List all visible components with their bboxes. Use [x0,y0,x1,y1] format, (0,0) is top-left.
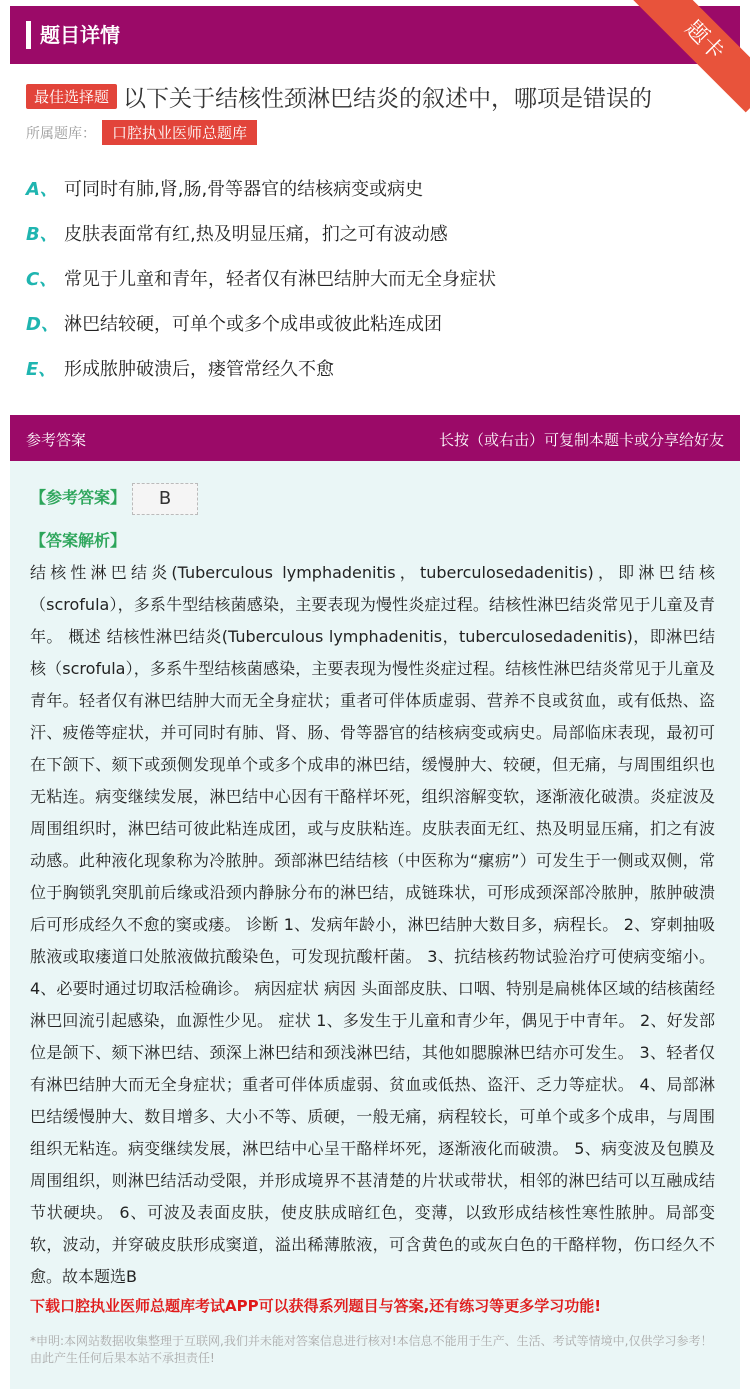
option-letter: C、 [26,269,58,290]
question-title-row [26,80,726,113]
option-text: 皮肤表面常有红,热及明显压痛，扪之可有波动感 [64,224,448,245]
analysis-label: 【答案解析】 [30,531,127,550]
option-text: 淋巴结较硬，可单个或多个成串或彼此粘连成团 [64,314,442,335]
option-text: 常见于儿童和青年，轻者仅有淋巴结肿大而无全身症状 [64,269,496,290]
page-title: 题目详情 [40,23,120,47]
option-e[interactable] [26,355,334,381]
library-label: 所属题库： [26,126,96,142]
answer-header [10,415,740,461]
analysis-text: 结核性淋巴结炎(Tuberculous lymphadenitis，tuberculosedadenitis)，即淋巴结核（scrofula），多系牛型结核菌感染，主要表现为慢性炎症过程。结核性淋巴结炎常见于儿童及青年。 概述 结核性淋巴结炎(Tuberculous lymphadenitis，tuberculosedadenitis)，即淋巴结核（scrofula），多系牛型结核菌感染，主要表现为慢性炎症过程。结核性淋巴结炎常见于儿童及青年。轻者仅有淋巴结肿大而无全身症状；重者可伴体质虚弱、营养不良或贫血，或有低热、盗汗、疲倦等症状，并可同时有肺、肾、肠、骨等器官的结核病变或病史。局部临床表现，最初可在下颌下、颏下或颈侧发现单个或多个成串的淋巴结，缓慢肿大、较硬，但无痛，与周围组织也无粘连。病变继续发展，淋巴结中心因有干酪样坏死，组织溶解变软，逐渐液化破溃。炎症波及周围组织时，淋巴结可彼此粘连成团，或与皮肤粘连。皮肤表面无红、热及明显压痛，扪之有波动感。此种液化现象称为冷脓肿。颈部淋巴结结核（中医称为“瘰疬”）可发生于一侧或双侧，常位于胸锁乳突肌前后缘或沿颈内静脉分布的淋巴结，成链珠状，可形成颈深部冷脓肿，脓肿破溃后可形成经久不愈的窦或瘘。 诊断 1、发病年龄小，淋巴结肿大数目多，病程长。 2、穿刺抽吸脓液或取瘘道口处脓液做抗酸染色，可发现抗酸杆菌。 3、抗结核药物试验治疗可使病变缩小。 4、必要时通过切取活检确诊。 病因症状 病因 头面部皮肤、口咽、特别是扁桃体区域的结核菌经淋巴回流引起感染，血源性少见。 症状 1、多发生于儿童和青少年，偶见于中青年。 2、好发部位是颌下、颏下淋巴结、颈深上淋巴结和颈浅淋巴结，其他如腮腺淋巴结亦可发生。 3、轻者仅有淋巴结肿大而无全身症状；重者可伴体质虚弱、贫血或低热、盗汗、乏力等症状。 4、局部淋巴结缓慢肿大、数目增多、大小不等、质硬，一般无痛，病程较长，可单个或多个成串，与周围组织无粘连。病变继续发展，淋巴结中心呈干酪样坏死，逐渐液化而破溃。 5、病变波及包膜及周围组织，则淋巴结活动受限，并形成境界不甚清楚的片状或带状，相邻的淋巴结可以互融成结节状硬块。 6、可波及表面皮肤，使皮肤成暗红色，变薄，以致形成结核性寒性脓肿。局部变软，波动，并穿破皮肤形成窦道，溢出稀薄脓液，可含黄色的或灰白色的干酪样物，伤口经久不愈。故本题选B [30,563,715,1286]
answer-header-label: 参考答案 [26,431,87,449]
option-text: 形成脓肿破溃后，瘘管常经久不愈 [64,359,334,380]
page-header [10,6,740,64]
corner-badge: 题卡 [633,0,750,112]
option-text: 可同时有肺,肾,肠,骨等器官的结核病变或病史 [64,179,424,200]
app-download-promo[interactable]: 下载口腔执业医师总题库考试APP可以获得系列题目与答案,还有练习等更多学习功能! [30,1297,602,1315]
question-title: 以下关于结核性颈淋巴结炎的叙述中，哪项是错误的 [123,86,653,112]
reference-answer-value: B [132,483,198,515]
option-letter: B、 [26,224,58,245]
option-d[interactable] [26,310,442,336]
library-row [26,120,257,145]
library-tag[interactable]: 口腔执业医师总题库 [102,120,257,145]
reference-answer-label: 【参考答案】 [30,488,127,507]
option-a[interactable] [26,175,423,201]
disclaimer-notice: *申明:本网站数据收集整理于互联网,我们并未能对答案信息进行核对!本信息不能用于生产、生活、考试等情境中,仅供学习参考！由此产生任何后果本站不承担责任! [30,1334,713,1365]
header-accent-bar [26,21,31,49]
copy-share-hint[interactable]: 长按（或右击）可复制本题卡或分享给好友 [438,431,724,449]
option-c[interactable] [26,265,496,291]
question-type-tag: 最佳选择题 [26,84,117,109]
option-letter: A、 [26,179,58,200]
answer-panel [10,461,740,1389]
option-letter: E、 [26,359,57,380]
option-letter: D、 [26,314,59,335]
option-b[interactable] [26,220,448,246]
